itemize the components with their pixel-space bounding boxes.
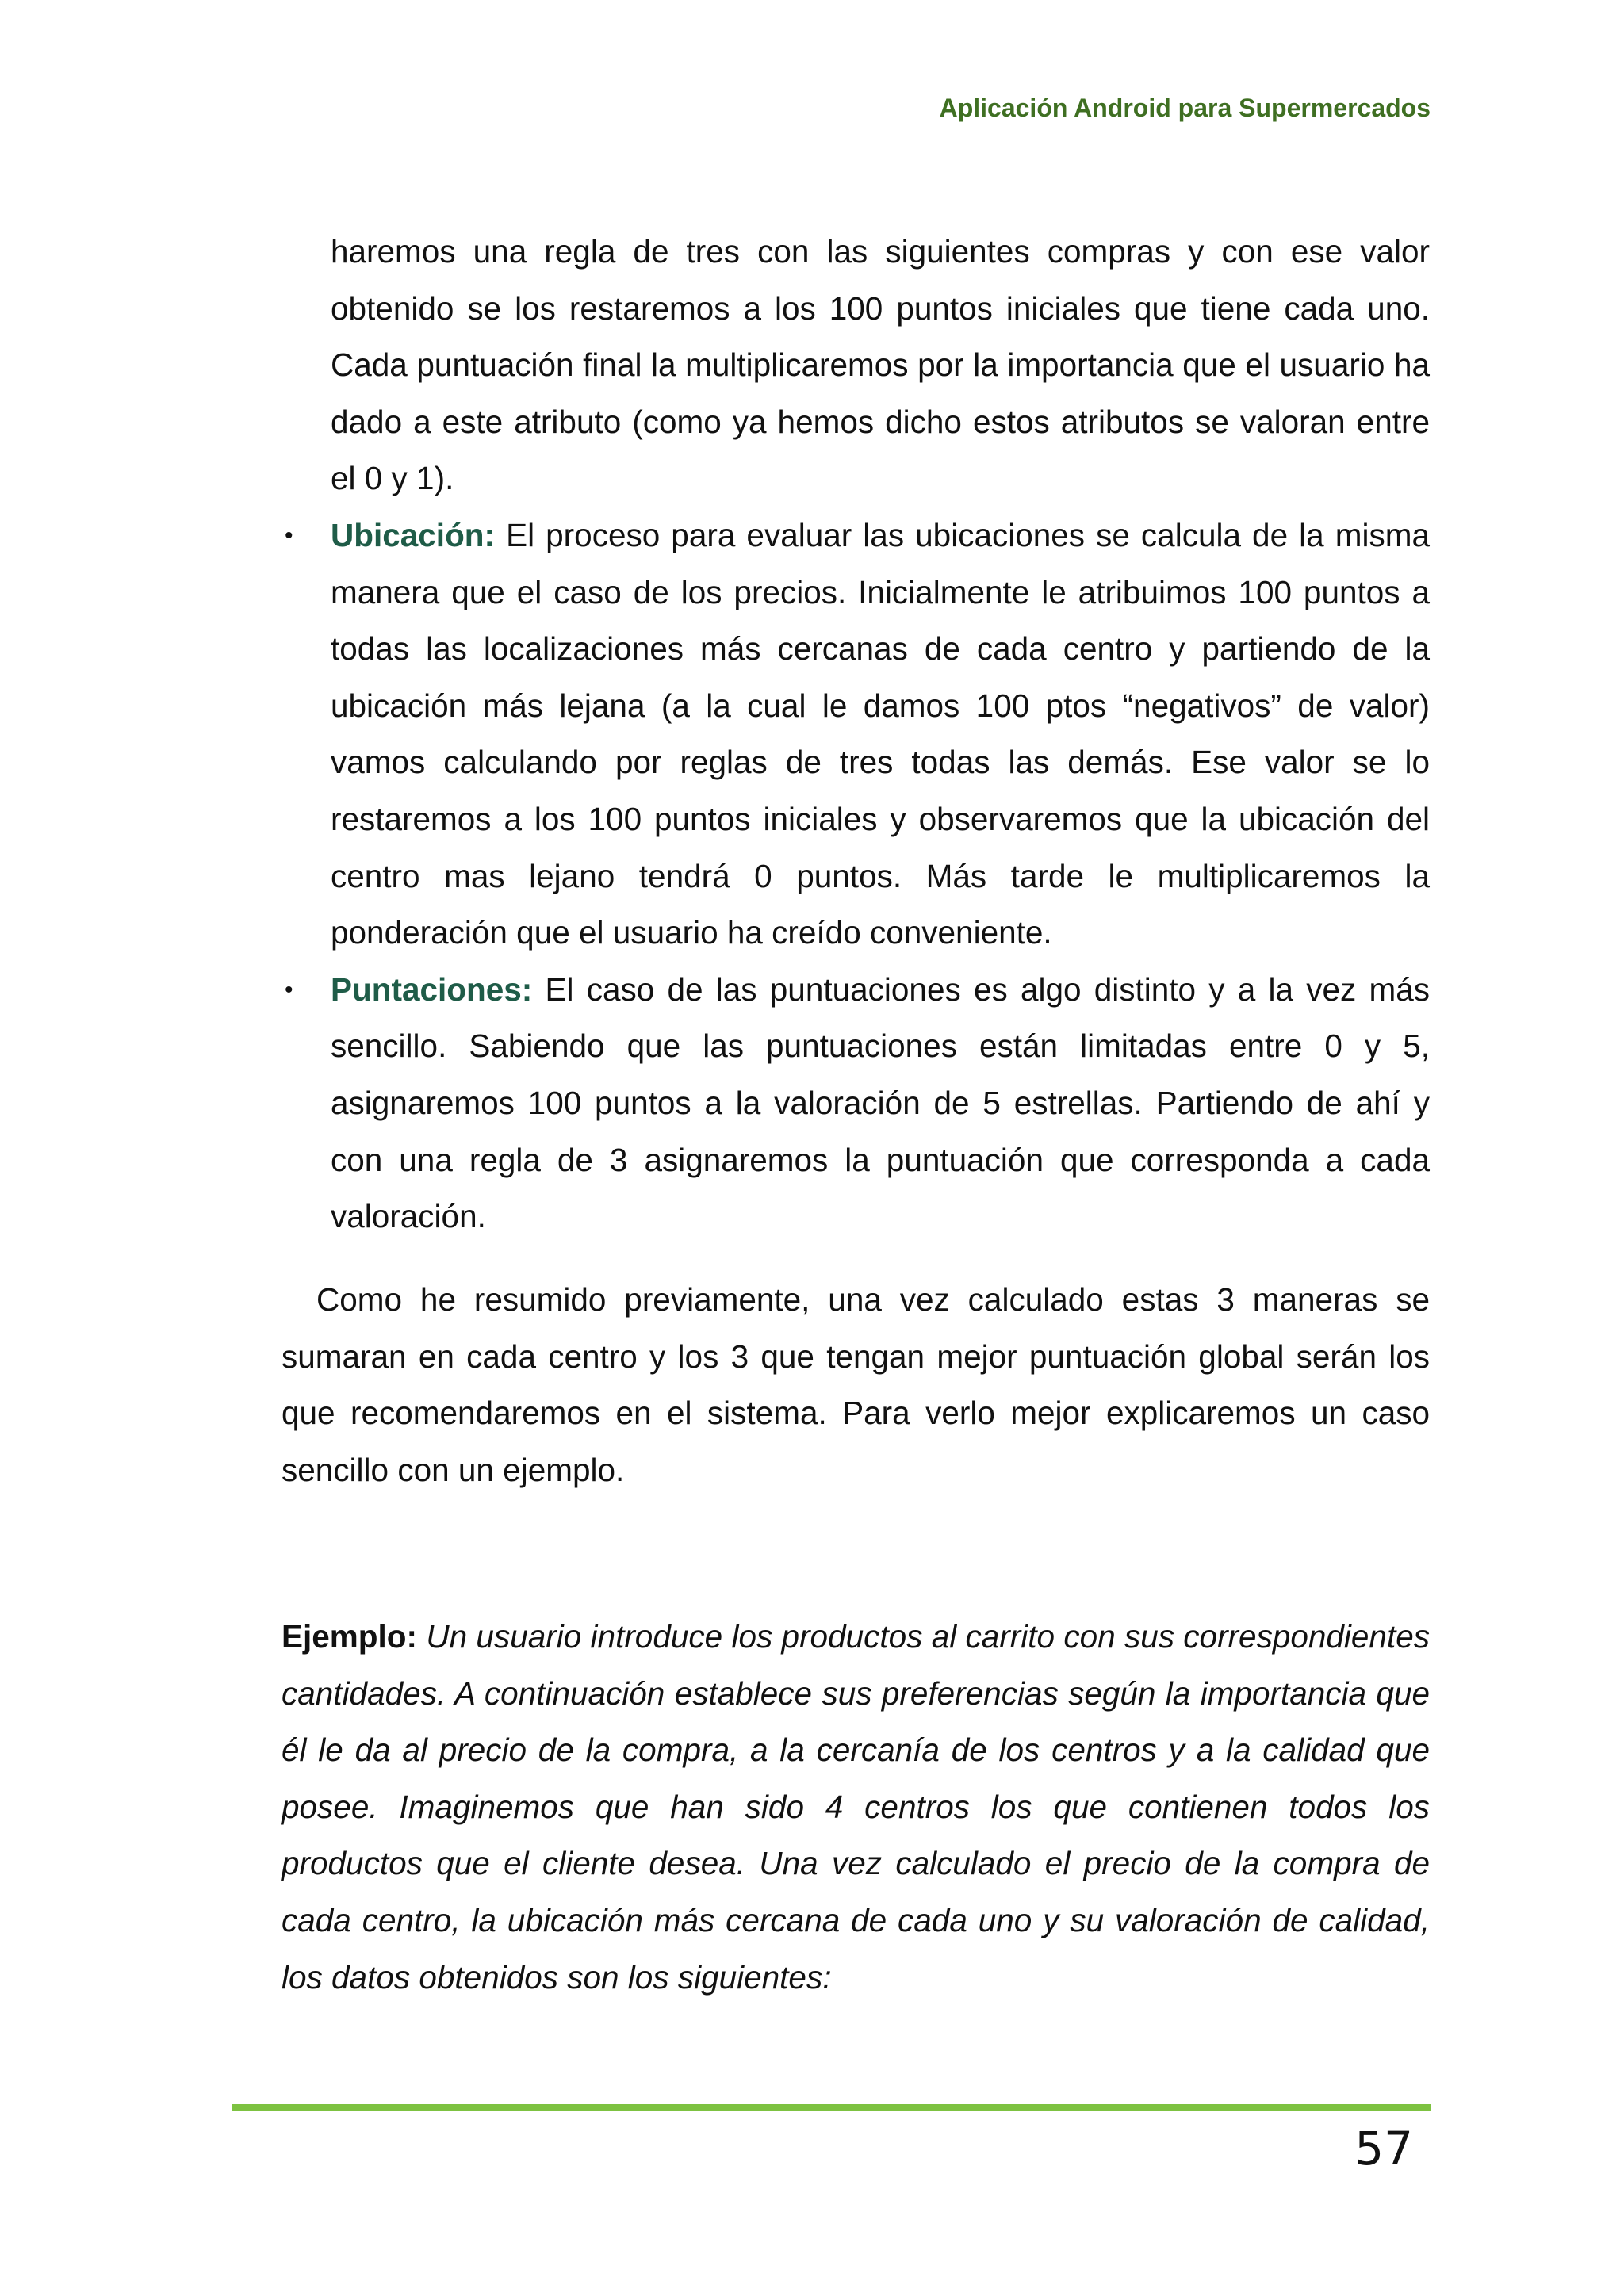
- example-paragraph: [282, 1609, 1430, 2006]
- bullet-term: Puntaciones:: [331, 970, 533, 1008]
- page-number: 57: [1354, 2122, 1413, 2175]
- summary-paragraph: Como he resumido previamente, una vez calculado estas 3 maneras se sumaran en cada centro y los 3 que tengan mejor puntuación global serán los que recomendaremos en el sistema. Para verlo mejor explicaremos un caso sencillo con un ejemplo.: [282, 1281, 1430, 1488]
- bullet-item-puntaciones: [282, 962, 1430, 1246]
- example-text: Un usuario introduce los productos al carrito con sus correspondientes cantidades. A continuación establece sus preferencias según la importancia que él le da al precio de la compra, a la cercanía de los centros y a la calidad que posee. Imaginemos que han sido 4 centros los que contienen todos los productos que el cliente desea. Una vez calculado el precio de la compra de cada centro, la ubicación más cercana de cada uno y su valoración de calidad, los datos obtenidos son los siguientes:: [282, 1618, 1430, 1996]
- footer-divider: [232, 2104, 1431, 2111]
- bullet-list: [282, 507, 1430, 1246]
- bullet-text: El caso de las puntuaciones es algo distinto y a la vez más sencillo. Sabiendo que las puntuaciones están limitadas entre 0 y 5, asignaremos 100 puntos a la valoración de 5 estrellas. Partiendo de ahí y con una regla de 3 asignaremos la puntuación que corresponda a cada valoración.: [331, 970, 1430, 1235]
- running-header: Aplicación Android para Supermercados: [939, 94, 1431, 122]
- bullet-icon: •: [285, 976, 293, 1003]
- bullet-text: El proceso para evaluar las ubicaciones se calcula de la misma manera que el caso de los precios. Inicialmente le atribuimos 100 puntos a todas las localizaciones más cercanas de cada centro y partiendo de la ubicación más lejana (a la cual le damos 100 ptos “negativos” de valor) vamos calculando por reglas de tres todas las demás. Ese valor se lo restaremos a los 100 puntos iniciales y observaremos que la ubicación del centro mas lejano tendrá 0 puntos. Más tarde le multiplicaremos la ponderación que el usuario ha creído conveniente.: [331, 517, 1430, 951]
- continued-paragraph: haremos una regla de tres con las siguientes compras y con ese valor obtenido se los restaremos a los 100 puntos iniciales que tiene cada uno. Cada puntuación final la multiplicaremos por la importancia que el usuario ha dado a este atributo (como ya hemos dicho estos atributos se valoran entre el 0 y 1).: [331, 233, 1430, 497]
- bullet-icon: •: [285, 522, 293, 549]
- bullet-item-ubicacion: [282, 507, 1430, 962]
- bullet-term: Ubicación:: [331, 517, 496, 553]
- example-label: Ejemplo:: [282, 1618, 418, 1655]
